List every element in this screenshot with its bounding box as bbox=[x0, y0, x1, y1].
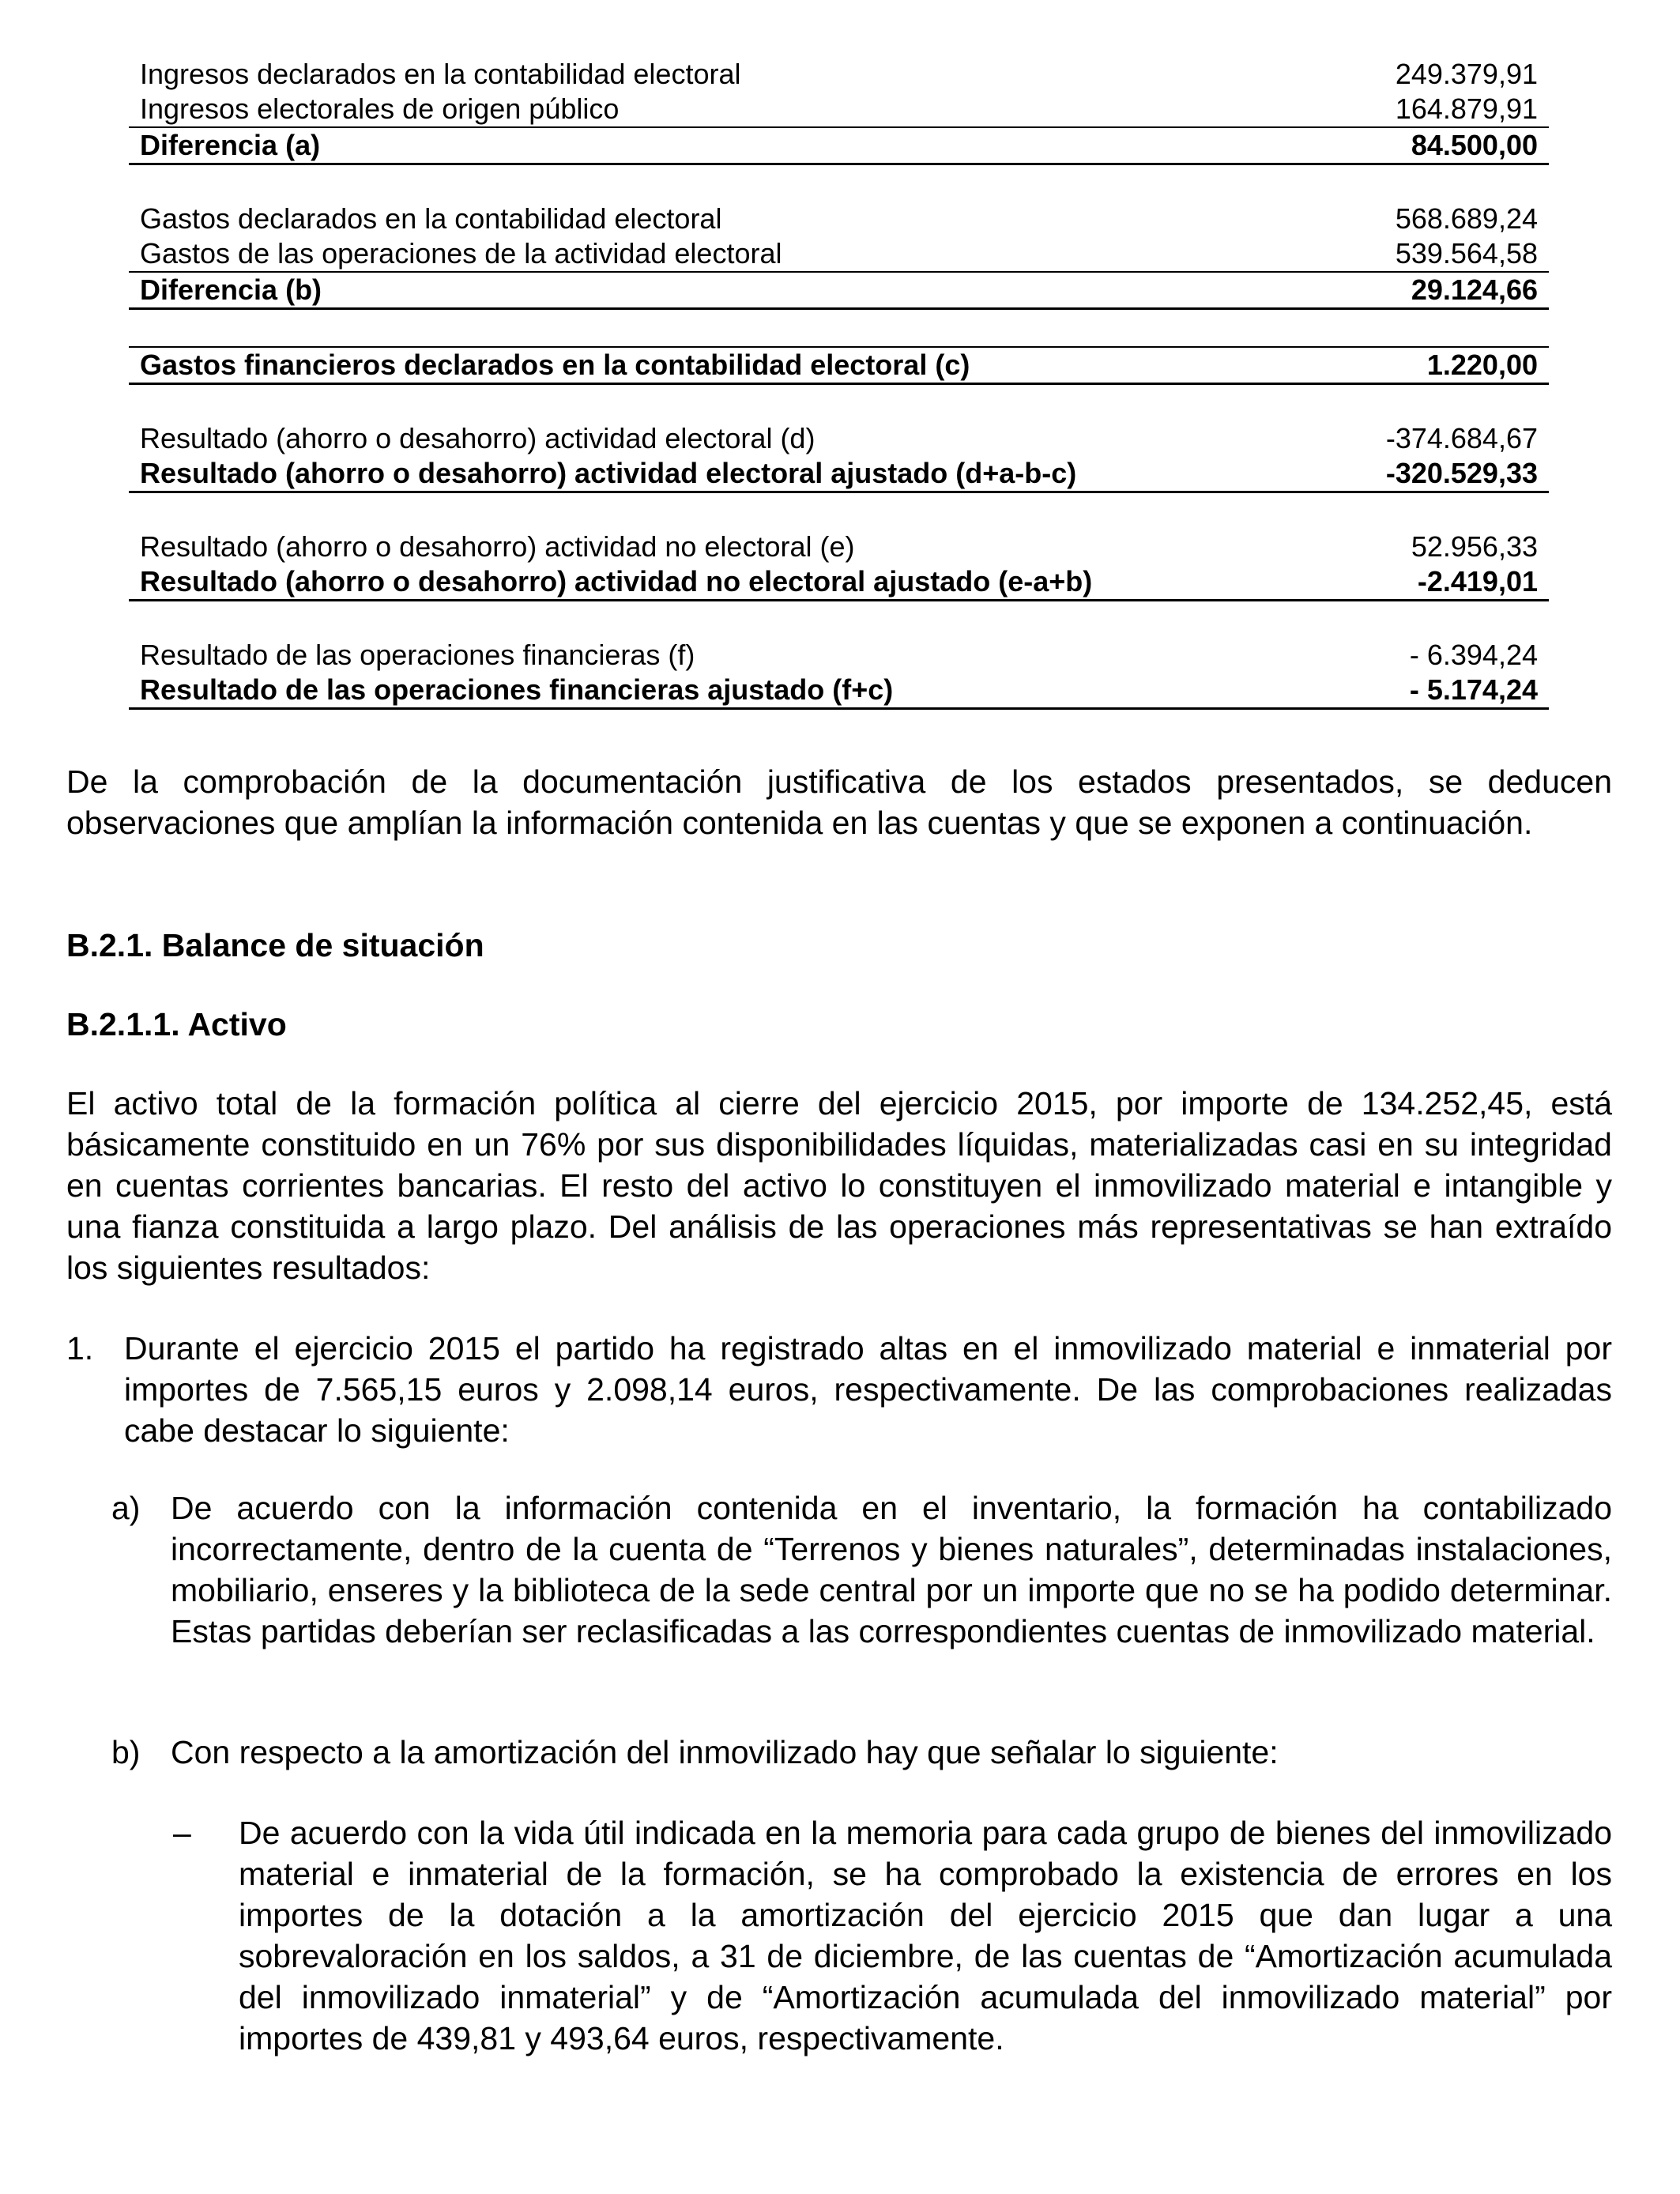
list-item-1: Durante el ejercicio 2015 el partido ha registrado altas en el inmovilizado material e inmaterial por importes de 7.565,15 euros y 2.098,14 euros, respectivamente. De las comprobaciones realizadas cabe destacar lo siguiente: bbox=[124, 1330, 1612, 1449]
row-value: -374.684,67 bbox=[1385, 422, 1538, 454]
summary-table bbox=[129, 57, 1549, 710]
row-value: -320.529,33 bbox=[1334, 456, 1549, 492]
row-value: 52.956,33 bbox=[1411, 530, 1538, 563]
table-row-total bbox=[129, 673, 1549, 709]
table-row bbox=[129, 236, 1549, 272]
table-row bbox=[129, 638, 1549, 673]
row-label: Resultado de las operaciones financieras (f) bbox=[140, 639, 695, 671]
row-label: Gastos financieros declarados en la contabilidad electoral (c) bbox=[129, 347, 1334, 384]
list-item-a: De acuerdo con la información contenida en el inventario, la formación ha contabilizado incorrectamente, dentro de la cuenta de “Terrenos y bienes naturales”, determinadas instalaciones, mobiliario, enseres y la biblioteca de la sede central por un importe que no se ha podido determinar. Estas partidas deberían ser reclasificadas a las correspondientes cuentas de inmovilizado material. bbox=[171, 1490, 1612, 1649]
table-row-total bbox=[129, 347, 1549, 384]
table-spacer bbox=[129, 601, 1549, 639]
table-spacer bbox=[129, 384, 1549, 422]
row-label: Gastos declarados en la contabilidad electoral bbox=[140, 202, 722, 235]
row-label: Gastos de las operaciones de la actividad electoral bbox=[140, 237, 782, 270]
row-value: 568.689,24 bbox=[1395, 202, 1538, 235]
row-value: 164.879,91 bbox=[1395, 92, 1538, 125]
table-spacer bbox=[129, 164, 1549, 202]
row-label: Resultado (ahorro o desahorro) actividad no electoral ajustado (e-a+b) bbox=[129, 564, 1334, 601]
table-spacer bbox=[129, 492, 1549, 530]
intro-paragraph: De la comprobación de la documentación justificativa de los estados presentados, se deducen observaciones que amplían la información contenida en las cuentas y que se exponen a continuación. bbox=[66, 763, 1612, 841]
row-value: 84.500,00 bbox=[1334, 127, 1549, 164]
list-letter-b: b) bbox=[111, 1734, 141, 1770]
row-label: Resultado (ahorro o desahorro) actividad no electoral (e) bbox=[140, 530, 855, 563]
table-row bbox=[129, 530, 1549, 564]
table-row bbox=[129, 421, 1549, 456]
dash-marker: – bbox=[173, 1815, 191, 1851]
row-value: 249.379,91 bbox=[1395, 58, 1538, 90]
row-value: 1.220,00 bbox=[1334, 347, 1549, 384]
section-heading-activo: B.2.1.1. Activo bbox=[66, 1006, 287, 1042]
list-item-dash: De acuerdo con la vida útil indicada en la memoria para cada grupo de bienes del inmovilizado material e inmaterial de la formación, se ha comprobado la existencia de errores en los importes de la dotación a la amortización del ejercicio 2015 que dan lugar a una sobrevaloración en los saldos, a 31 de diciembre, de las cuentas de “Amortización acumulada del inmovilizado inmaterial” y de “Amortización acumulada del inmovilizado material” por importes de 439,81 y 493,64 euros, respectivamente. bbox=[239, 1815, 1612, 2056]
row-value: - 6.394,24 bbox=[1409, 639, 1538, 671]
row-label: Diferencia (a) bbox=[129, 127, 1334, 164]
row-label: Resultado de las operaciones financieras ajustado (f+c) bbox=[129, 673, 1334, 709]
table-row-total bbox=[129, 564, 1549, 601]
table-row bbox=[129, 57, 1549, 92]
table-row bbox=[129, 202, 1549, 236]
row-value: 539.564,58 bbox=[1395, 237, 1538, 270]
list-number-1: 1. bbox=[66, 1330, 94, 1367]
row-value: -2.419,01 bbox=[1334, 564, 1549, 601]
table-row bbox=[129, 92, 1549, 127]
section-heading-balance: B.2.1. Balance de situación bbox=[66, 927, 484, 963]
list-letter-a: a) bbox=[111, 1490, 141, 1526]
row-label: Ingresos electorales de origen público bbox=[140, 92, 620, 125]
table-row-total bbox=[129, 456, 1549, 492]
row-label: Resultado (ahorro o desahorro) actividad electoral ajustado (d+a-b-c) bbox=[129, 456, 1334, 492]
table-row-total bbox=[129, 272, 1549, 309]
activo-paragraph: El activo total de la formación política al cierre del ejercicio 2015, por importe de 134.252,45, está básicamente constituido en un 76% por sus disponibilidades líquidas, materializadas casi en su integridad en cuentas corrientes bancarias. El resto del activo lo constituyen el inmovilizado material e intangible y una fianza constituida a largo plazo. Del análisis de las operaciones más representativas se han extraído los siguientes resultados: bbox=[66, 1085, 1612, 1286]
row-label: Ingresos declarados en la contabilidad electoral bbox=[140, 58, 741, 90]
row-label: Resultado (ahorro o desahorro) actividad electoral (d) bbox=[140, 422, 816, 454]
list-item-b: Con respecto a la amortización del inmovilizado hay que señalar lo siguiente: bbox=[171, 1734, 1279, 1770]
table-spacer bbox=[129, 309, 1549, 348]
row-value: 29.124,66 bbox=[1334, 272, 1549, 309]
row-value: - 5.174,24 bbox=[1334, 673, 1549, 709]
table-row-total bbox=[129, 127, 1549, 164]
row-label: Diferencia (b) bbox=[129, 272, 1334, 309]
